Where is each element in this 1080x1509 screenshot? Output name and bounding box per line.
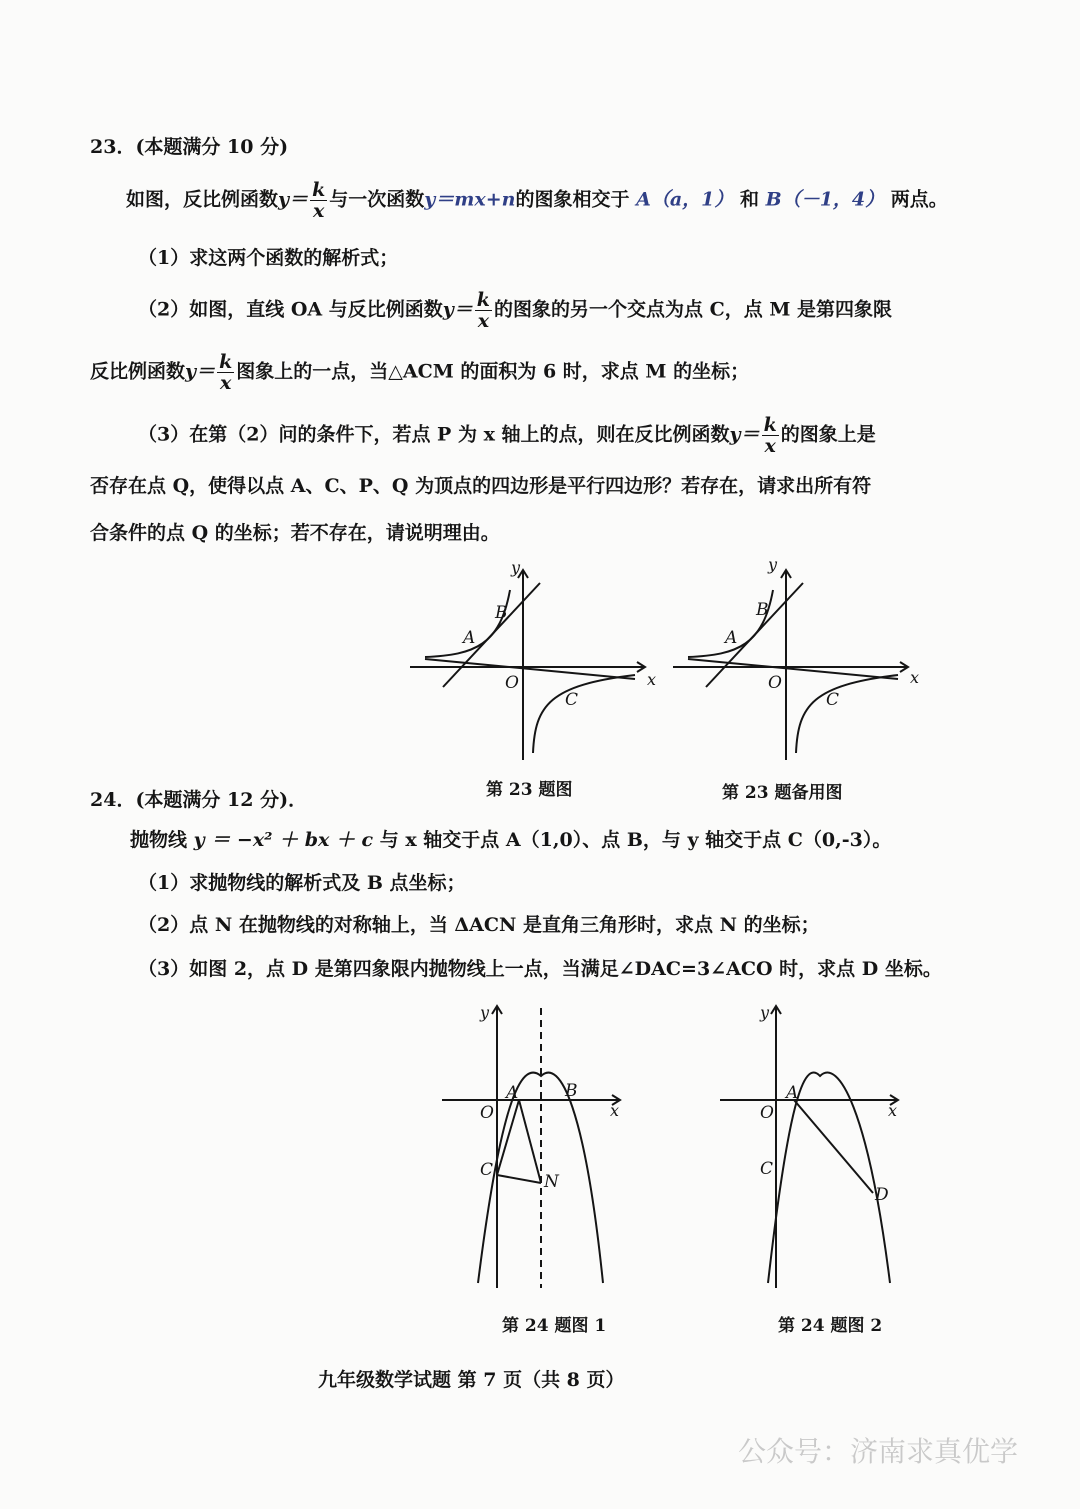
label-x: x bbox=[888, 1101, 898, 1120]
label-y: y bbox=[768, 555, 778, 574]
q23-part3-line3: 合条件的点 Q 的坐标；若不存在，请说明理由。 bbox=[90, 522, 500, 544]
parabola bbox=[768, 1073, 890, 1283]
watermark: 公众号：济南求真优学 bbox=[737, 1435, 1018, 1468]
q23-p3-text: （3）在第（2）问的条件下，若点 P 为 x 轴上的点，则在反比例函数 bbox=[138, 423, 730, 446]
frac-num: k bbox=[476, 289, 490, 311]
label-c: C bbox=[565, 690, 579, 710]
frac-num: k bbox=[763, 414, 777, 436]
q23-stem-text: 如图，反比例函数 bbox=[126, 188, 279, 211]
q23-y-eq: y＝ bbox=[278, 188, 309, 211]
q23-p2-text-b: 的图象的另一个交点为点 C，点 M 是第四象限 bbox=[493, 298, 892, 321]
hyperbola-branch-4 bbox=[796, 675, 898, 753]
q24-equation: y ＝ −x² ＋ bx ＋ c bbox=[193, 829, 374, 851]
label-c: C bbox=[760, 1159, 774, 1179]
frac-num: k bbox=[312, 179, 326, 201]
label-b: B bbox=[756, 600, 769, 620]
label-a: A bbox=[463, 628, 476, 648]
q23-p2-text-c: 反比例函数 bbox=[90, 360, 186, 383]
q23-header: 23．(本题满分 10 分) bbox=[90, 136, 289, 158]
label-b: B bbox=[565, 1081, 578, 1101]
q23-and: 和 bbox=[740, 188, 760, 211]
q23-part1: （1）求这两个函数的解析式； bbox=[138, 247, 399, 269]
label-y: y bbox=[760, 1003, 770, 1022]
q24-part2: （2）点 N 在抛物线的对称轴上，当 ΔACN 是直角三角形时，求点 N 的坐标； bbox=[138, 914, 820, 936]
q23-point-b: B（－1，4） bbox=[765, 188, 885, 211]
fraction-k-over-x bbox=[475, 290, 492, 331]
q24-stem-text: 抛物线 bbox=[130, 829, 188, 851]
frac-den: x bbox=[477, 310, 490, 332]
hyperbola-branch-4 bbox=[533, 675, 635, 753]
page-footer: 九年级数学试题 第 7 页（共 8 页） bbox=[318, 1369, 625, 1391]
frac-num: k bbox=[219, 351, 233, 373]
label-c: C bbox=[826, 690, 840, 710]
line-oa bbox=[688, 659, 898, 679]
label-x: x bbox=[647, 670, 657, 689]
frac-den: x bbox=[312, 200, 325, 222]
frac-den: x bbox=[764, 435, 776, 457]
q23-figure bbox=[405, 555, 665, 770]
label-o: O bbox=[760, 1103, 774, 1123]
label-c: C bbox=[480, 1160, 494, 1180]
q24-figure-2 bbox=[718, 998, 908, 1293]
q23-stem-text-2: 与一次函数 bbox=[329, 188, 425, 211]
label-b: B bbox=[495, 603, 508, 623]
label-n: N bbox=[544, 1172, 559, 1192]
q23-linear-eq: y＝mx+n bbox=[424, 188, 516, 211]
fraction-k-over-x bbox=[217, 352, 234, 393]
q23-y-eq: y＝ bbox=[185, 360, 216, 383]
label-a: A bbox=[506, 1083, 519, 1103]
q24-fig1-caption: 第 24 题图 1 bbox=[502, 1316, 607, 1336]
label-x: x bbox=[610, 1101, 620, 1120]
label-o: O bbox=[505, 673, 519, 693]
label-x: x bbox=[910, 668, 920, 687]
q23-part2-line1 bbox=[138, 290, 892, 331]
q23-y-eq: y＝ bbox=[729, 423, 760, 446]
q23-backup-figure bbox=[668, 555, 928, 770]
segment-cn bbox=[497, 1175, 541, 1183]
q23-fig2-caption: 第 23 题备用图 bbox=[722, 783, 843, 803]
label-o: O bbox=[480, 1103, 494, 1123]
fraction-k-over-x bbox=[310, 180, 327, 221]
q23-fig1-caption: 第 23 题图 bbox=[486, 780, 573, 800]
label-y: y bbox=[511, 558, 521, 577]
line-oa bbox=[425, 659, 635, 679]
q23-part3-line2: 否存在点 Q，使得以点 A、C、P、Q 为顶点的四边形是平行四边形？若存在，请求出所有符 bbox=[90, 475, 872, 497]
label-a: A bbox=[786, 1083, 799, 1103]
q23-p3-text-b: 的图象上是 bbox=[780, 423, 876, 446]
label-d: D bbox=[875, 1185, 889, 1205]
segment-ad bbox=[794, 1100, 873, 1193]
q24-part1: （1）求抛物线的解析式及 B 点坐标； bbox=[138, 872, 466, 894]
q23-p2-text: （2）如图，直线 OA 与反比例函数 bbox=[138, 298, 443, 321]
q23-part3-line1 bbox=[138, 415, 876, 456]
q23-part2-line2 bbox=[90, 352, 749, 393]
label-a: A bbox=[725, 628, 738, 648]
q23-p2-text-d: 图象上的一点，当△ACM 的面积为 6 时，求点 M 的坐标； bbox=[236, 360, 750, 383]
q24-figure-1 bbox=[440, 998, 630, 1293]
q23-point-a: A（a，1） bbox=[636, 188, 734, 211]
q23-y-eq: y＝ bbox=[442, 298, 473, 321]
segment-an bbox=[519, 1100, 541, 1183]
q23-stem-text-4: 两点。 bbox=[890, 188, 948, 211]
q24-part3: （3）如图 2，点 D 是第四象限内抛物线上一点，当满足∠DAC=3∠ACO 时，求点 D 坐标。 bbox=[138, 958, 942, 980]
label-y: y bbox=[480, 1003, 490, 1022]
q24-stem-text-2: 与 x 轴交于点 A（1,0）、点 B，与 y 轴交于点 C（0,-3）。 bbox=[379, 829, 892, 851]
frac-den: x bbox=[219, 372, 232, 394]
q24-header: 24．(本题满分 12 分)． bbox=[90, 789, 308, 811]
fraction-k-over-x bbox=[762, 415, 779, 456]
q23-stem bbox=[126, 180, 948, 221]
label-o: O bbox=[768, 673, 782, 693]
q24-fig2-caption: 第 24 题图 2 bbox=[778, 1316, 883, 1336]
q23-stem-text-3: 的图象相交于 bbox=[515, 188, 630, 211]
q24-stem bbox=[130, 828, 891, 852]
